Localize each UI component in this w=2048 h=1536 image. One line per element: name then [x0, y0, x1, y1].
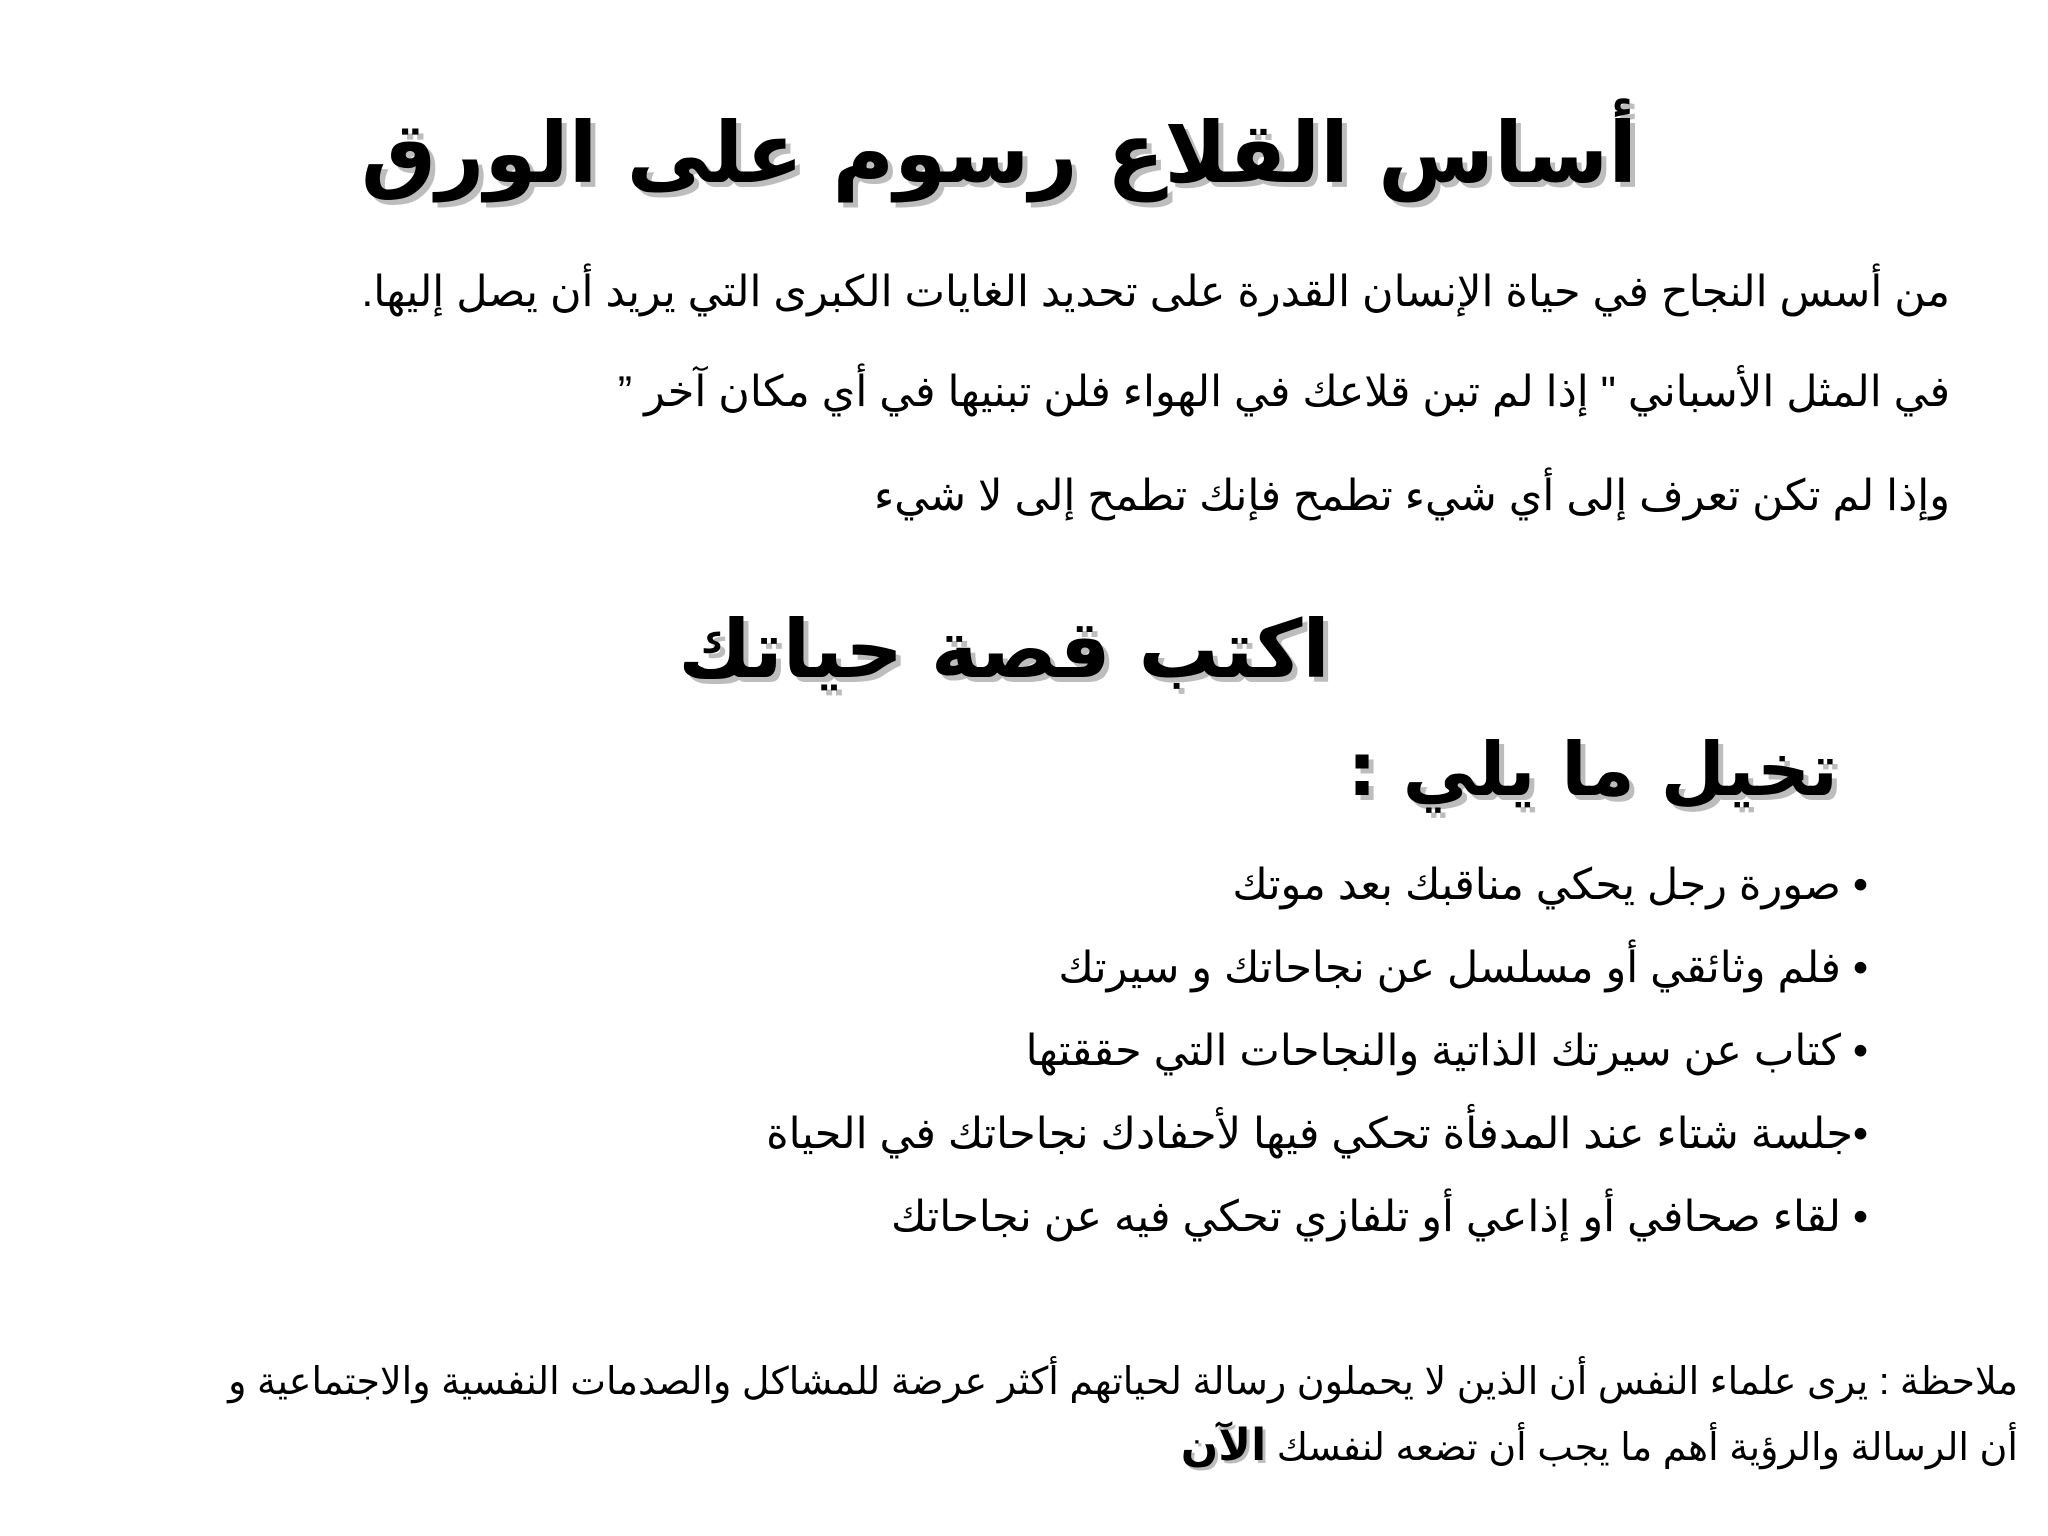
list-item — [766, 1187, 1868, 1270]
list-item — [766, 1104, 1868, 1187]
bullet-icon: • — [1852, 1193, 1868, 1241]
list-item — [766, 938, 1868, 1021]
bullet-icon: • — [1852, 1110, 1868, 1158]
spanish-proverb-line: في المثل الأسباني " إذا لم تبن قلاعك في الهواء فلن تبنيها في أي مكان آخر ” — [617, 368, 1950, 416]
note-paragraph — [228, 1350, 2018, 1480]
list-item-text: صورة رجل يحكي مناقبك بعد موتك — [1232, 861, 1841, 909]
list-item — [766, 1021, 1868, 1104]
intro-line: وإذا لم تكن تعرف إلى أي شيء تطمح فإنك تطمح إلى لا شيء — [873, 472, 1950, 520]
list-item-text: لقاء صحافي أو إذاعي أو تلفازي تحكي فيه عن نجاحاتك — [891, 1193, 1841, 1241]
imagine-heading: تخيل ما يلي : — [1347, 727, 1838, 813]
section-heading: اكتب قصة حياتك — [678, 603, 1330, 696]
bullet-icon: • — [1852, 944, 1868, 992]
note-line-text: أن الرسالة والرؤية أهم ما يجب أن تضعه لنفسك — [1266, 1427, 2018, 1469]
slide-title: أساس القلاع رسوم على الورق — [360, 104, 1638, 202]
list-item-text: فلم وثائقي أو مسلسل عن نجاحاتك و سيرتك — [1058, 944, 1841, 992]
intro-line: من أسس النجاح في حياة الإنسان القدرة على تحديد الغايات الكبرى التي يريد أن يصل إليها. — [361, 268, 1950, 316]
note-line — [228, 1414, 2018, 1480]
list-item-text: كتاب عن سيرتك الذاتية والنجاحات التي حققتها — [1025, 1027, 1841, 1075]
bullet-list — [766, 855, 1868, 1270]
list-item-text: جلسة شتاء عند المدفأة تحكي فيها لأحفادك نجاحاتك في الحياة — [766, 1110, 1853, 1158]
bullet-icon: • — [1852, 1027, 1868, 1075]
list-item — [766, 855, 1868, 938]
emphasis-word: الآن — [1180, 1420, 1267, 1471]
note-line: ملاحظة : يرى علماء النفس أن الذين لا يحملون رسالة لحياتهم أكثر عرضة للمشاكل والصدمات النفسية والاجتماعية و — [228, 1361, 2018, 1403]
bullet-icon: • — [1852, 861, 1868, 909]
